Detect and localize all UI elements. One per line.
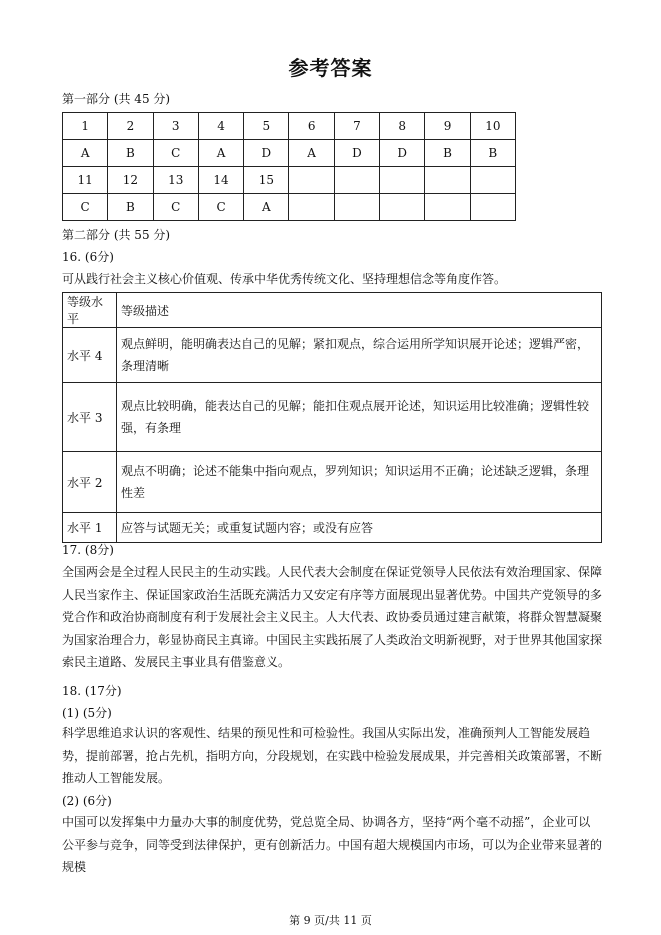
answer-table-row <box>63 140 516 167</box>
answer-cell: 12 <box>108 167 153 194</box>
answer-cell <box>289 167 334 194</box>
q17-heading: 17. (8分) <box>62 543 114 557</box>
level-desc: 观点不明确；论述不能集中指向观点，罗列知识；知识运用不正确；论述缺乏逻辑，条理性差 <box>117 452 602 513</box>
answer-cell: C <box>153 140 198 167</box>
answer-table-row <box>63 167 516 194</box>
answer-cell: 1 <box>63 113 108 140</box>
answer-cell <box>380 194 425 221</box>
page-footer: 第 9 页/共 11 页 <box>289 914 372 927</box>
answer-cell <box>470 194 515 221</box>
answer-cell: A <box>244 194 289 221</box>
level-name: 水平 3 <box>63 383 117 452</box>
answer-cell: 14 <box>198 167 243 194</box>
part1-heading: 第一部分 (共 45 分) <box>62 92 171 106</box>
q17-body: 全国两会是全过程人民民主的生动实践。人民代表大会制度在保证党领导人民依法有效治理国家、保障人民当家作主、保证国家政治生活既充满活力又安定有序等方面展现出显著优势。中国共产党领导的多党合作和政治协商制度有利于发展社会主义民主。人大代表、政协委员通过建言献策，将群众智慧凝聚为国家治理合力，彰显协商民主真谛。中国民主实践拓展了人类政治文明新视野，对于世界其他国家探索民主道路、发展民主事业具有借鉴意义。 <box>62 565 603 669</box>
answer-cell: B <box>470 140 515 167</box>
answer-cell: D <box>244 140 289 167</box>
answer-cell: 13 <box>153 167 198 194</box>
answer-cell: B <box>108 194 153 221</box>
answer-cell: B <box>108 140 153 167</box>
q18-sub1-heading: (1) (5分) <box>62 706 112 720</box>
answer-cell: C <box>198 194 243 221</box>
answer-cell: 2 <box>108 113 153 140</box>
answer-cell: 15 <box>244 167 289 194</box>
answer-cell <box>289 194 334 221</box>
answer-cell: 3 <box>153 113 198 140</box>
answer-cell: A <box>289 140 334 167</box>
page-title: 参考答案 <box>288 56 373 80</box>
level-desc: 应答与试题无关；或重复试题内容；或没有应答 <box>117 513 602 543</box>
answer-cell: 9 <box>425 113 470 140</box>
answer-cell <box>425 167 470 194</box>
level-name: 水平 1 <box>63 513 117 543</box>
answer-cell: 10 <box>470 113 515 140</box>
answer-cell: 5 <box>244 113 289 140</box>
answer-cell: 11 <box>63 167 108 194</box>
level-desc: 观点鲜明，能明确表达自己的见解；紧扣观点，综合运用所学知识展开论述；逻辑严密，条理清晰 <box>117 328 602 383</box>
answer-cell <box>425 194 470 221</box>
answer-cell: 6 <box>289 113 334 140</box>
answer-cell: A <box>63 140 108 167</box>
answer-cell: D <box>380 140 425 167</box>
answer-table-row <box>63 113 516 140</box>
q18-sub2-body: 中国可以发挥集中力量办大事的制度优势，党总览全局、协调各方，坚持“两个毫不动摇”，企业可以公平参与竞争，同等受到法律保护，更有创新活力。中国有超大规模国内市场，可以为企业带来显著的规模 <box>62 815 603 874</box>
answer-table-row <box>63 194 516 221</box>
level-desc: 观点比较明确，能表达自己的见解；能扣住观点展开论述，知识运用比较准确；逻辑性较强，有条理 <box>117 383 602 452</box>
answer-cell: D <box>334 140 379 167</box>
level-header-col1: 等级水平 <box>63 293 117 328</box>
answer-cell: C <box>63 194 108 221</box>
answer-cell <box>334 194 379 221</box>
q18-heading: 18. (17分) <box>62 684 122 698</box>
answer-cell: 7 <box>334 113 379 140</box>
level-name: 水平 4 <box>63 328 117 383</box>
answer-cell: 4 <box>198 113 243 140</box>
level-row <box>63 452 602 513</box>
answer-cell <box>334 167 379 194</box>
level-name: 水平 2 <box>63 452 117 513</box>
answer-table <box>62 112 516 221</box>
level-row <box>63 328 602 383</box>
answer-cell: A <box>198 140 243 167</box>
level-table <box>62 292 602 543</box>
answer-cell: B <box>425 140 470 167</box>
answer-cell <box>380 167 425 194</box>
q16-heading: 16. (6分) <box>62 250 114 264</box>
level-header-col2: 等级描述 <box>117 293 602 328</box>
answer-cell: 8 <box>380 113 425 140</box>
level-row <box>63 383 602 452</box>
part2-heading: 第二部分 (共 55 分) <box>62 228 171 242</box>
q16-intro: 可从践行社会主义核心价值观、传承中华优秀传统文化、坚持理想信念等角度作答。 <box>62 272 507 286</box>
level-table-header <box>63 293 602 328</box>
level-row <box>63 513 602 543</box>
q18-sub2-heading: (2) (6分) <box>62 794 112 808</box>
answer-cell: C <box>153 194 198 221</box>
answer-cell <box>470 167 515 194</box>
q18-sub1-body: 科学思维追求认识的客观性、结果的预见性和可检验性。我国从实际出发，准确预判人工智能发展趋势，提前部署，抢占先机，指明方向，分段规划，在实践中检验发展成果，并完善相关政策部署，不断推动人工智能发展。 <box>62 726 603 785</box>
